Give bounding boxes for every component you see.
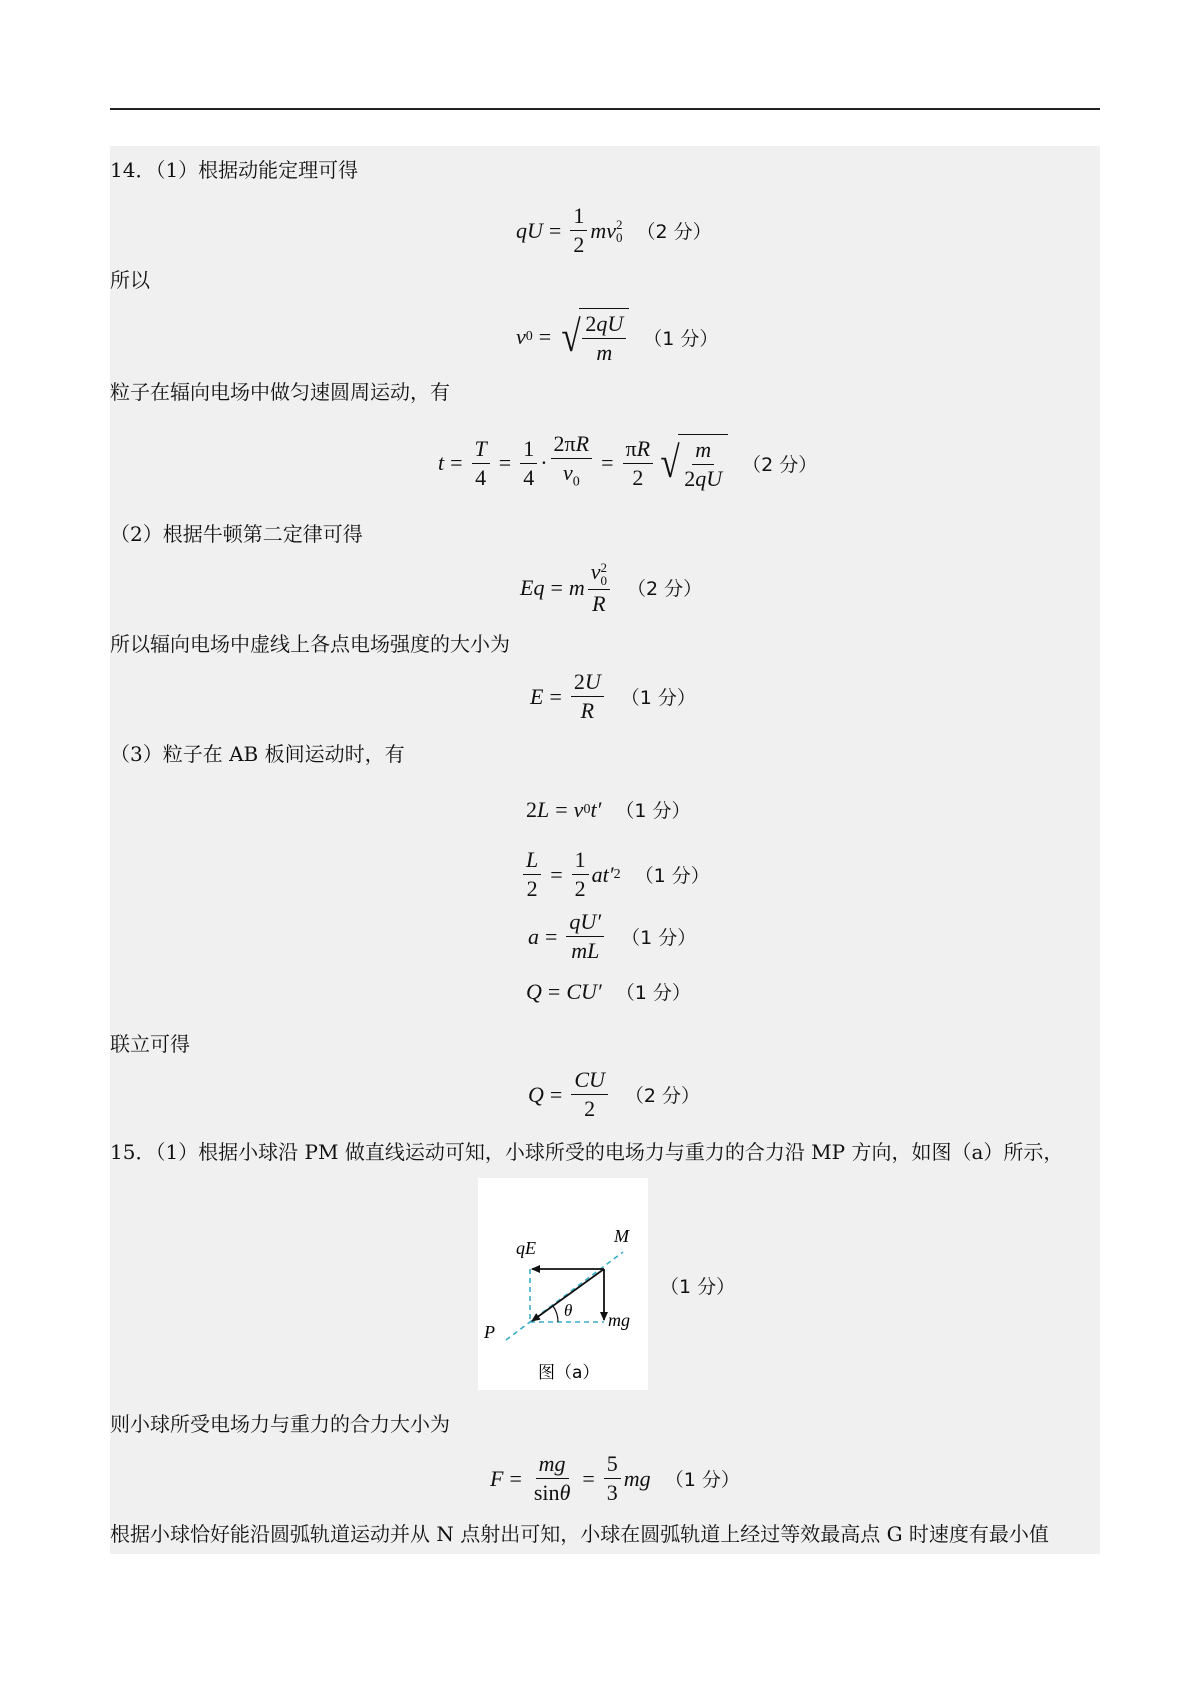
label-mg: mg (608, 1310, 630, 1330)
so-text: 所以 (110, 268, 150, 292)
score-eq6: （1 分） (615, 800, 691, 822)
angle-arc (553, 1306, 558, 1322)
path-line-pm (506, 1252, 623, 1340)
equation-field-strength: E = $\frac{2U}{R}$ （1 分） (530, 669, 696, 723)
equation-acceleration: a = $\frac{qU'}{mL}$ （1 分） (528, 909, 697, 963)
label-theta: θ (564, 1301, 573, 1320)
equation-horizontal: 2 L = v 0 t′ （1 分） (526, 796, 691, 822)
label-qE: qE (516, 1238, 536, 1258)
score-eq8: （1 分） (621, 927, 697, 949)
equation-initial-velocity: v 0 = √ $\frac{2qU}{m}$ （1 分） (516, 308, 718, 366)
score-eq9: （1 分） (615, 982, 691, 1004)
force-diagram-figure (478, 1178, 648, 1390)
circular-motion-text: 粒子在辐向电场中做匀速圆周运动，有 (110, 380, 450, 404)
equation-newton: Eq = m v 2 0 R （2 分） (520, 559, 703, 616)
score-eq3: （2 分） (742, 453, 818, 476)
score-eq5: （1 分） (620, 687, 696, 709)
label-P: P (484, 1322, 495, 1342)
force-diagram-svg (478, 1178, 648, 1390)
q14-intro: 14．（1）根据动能定理可得 (110, 158, 359, 182)
field-strength-text: 所以辐向电场中虚线上各点电场强度的大小为 (110, 632, 510, 656)
equation-time: t = $\frac{T}{4}$ = $\frac{1}{4}$ · $\frac{2\pi R}{v_0}$ = $\frac{\pi R}{2}$ √ $\frac{m}{2qU}$ （2 分） (438, 431, 818, 492)
figure-caption: 图（a） (538, 1363, 600, 1383)
figure-score: （1 分） (660, 1276, 736, 1298)
equation-kinetic-energy: qU = $\frac{1}{2}$ mv 2 0 （2 分） (516, 203, 712, 257)
equation-charge-result: Q = $\frac{CU}{2}$ （2 分） (528, 1067, 701, 1121)
equation-resultant: F = $\frac{mg}{\sin\theta}$ = $\frac{5}{3}$ mg （1 分） (490, 1451, 740, 1505)
combine-text: 联立可得 (110, 1032, 190, 1056)
score-eq10: （2 分） (624, 1085, 701, 1107)
q15-intro: 15．（1）根据小球沿 PM 做直线运动可知，小球所受的电场力与重力的合力沿 MP 方向，如图（a）所示， (110, 1140, 1064, 1164)
part3-text: （3）粒子在 AB 板间运动时，有 (110, 742, 405, 766)
resultant-text: 则小球所受电场力与重力的合力大小为 (110, 1412, 450, 1436)
label-M: M (614, 1226, 629, 1246)
header-rule (110, 108, 1100, 110)
part2-text: （2）根据牛顿第二定律可得 (110, 522, 363, 546)
final-text: 根据小球恰好能沿圆弧轨道运动并从 N 点射出可知，小球在圆弧轨道上经过等效最高点 G 时速度有最小值 (110, 1522, 1049, 1546)
equation-charge: Q = CU′ （1 分） (526, 978, 691, 1004)
score-eq1: （2 分） (636, 221, 712, 243)
score-eq11: （1 分） (664, 1469, 740, 1491)
score-eq4: （2 分） (627, 578, 703, 601)
score-eq2: （1 分） (643, 327, 719, 350)
equation-vertical: $\frac{L}{2}$ = $\frac{1}{2}$ at′ 2 （1 分） (520, 848, 710, 901)
score-eq7: （1 分） (634, 865, 710, 887)
